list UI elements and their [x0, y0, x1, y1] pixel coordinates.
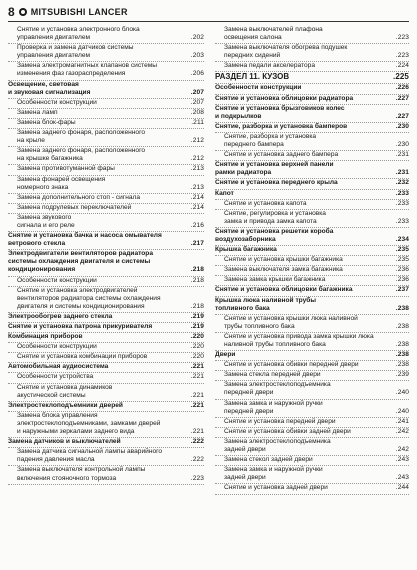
toc-entry-title: Двери	[215, 351, 236, 359]
toc-entry-page: .211	[191, 118, 204, 126]
toc-entry-page: .221	[190, 401, 204, 409]
toc-right-column	[215, 26, 409, 495]
toc-entry-title: Замена замка и наружной ручки передней двери	[224, 399, 323, 415]
toc-entry[interactable]	[215, 484, 409, 494]
toc-entry[interactable]	[215, 297, 409, 315]
toc-entry-page: .221	[190, 428, 204, 436]
toc-entry-page: .240	[395, 407, 409, 415]
toc-entry[interactable]	[8, 277, 204, 287]
toc-entry-title: Снятие и установка электродвигателей вентиляторов радиатора системы охлаждения двигателя и системы кондиционирования	[17, 286, 161, 310]
toc-entry-title: Электродвигатели вентиляторов радиатора системы охлаждения двигателя и системы кондиционирования	[8, 250, 153, 274]
toc-entry-page: .220	[190, 353, 204, 361]
toc-entry-page: .217	[190, 240, 204, 248]
toc-entry[interactable]	[215, 418, 409, 428]
toc-entry-title: Замена фонарей освещения номерного знака	[17, 175, 106, 191]
toc-entry-title: Замена выключателя обогрева подушек передних сидений	[224, 44, 348, 60]
toc-entry-page: .221	[190, 373, 204, 381]
toc-entry[interactable]	[8, 250, 204, 276]
brand-title: MITSUBISHI LANCER	[30, 7, 128, 17]
toc-entry-title: Замена выключателей плафона освещения салона	[224, 26, 323, 42]
toc-entry[interactable]	[215, 179, 409, 189]
toc-entry[interactable]	[215, 133, 409, 151]
toc-entry-page: .207	[190, 88, 204, 96]
toc-entry[interactable]	[8, 448, 204, 466]
toc-entry-page: .238	[395, 341, 409, 348]
brand-logo-icon	[19, 8, 27, 16]
toc-entry[interactable]	[8, 343, 204, 353]
toc-entry[interactable]	[8, 119, 204, 129]
toc-entry-title: Замена блока управления электростеклоподъемниками, замками дверей и наружными зеркалами заднего вида	[17, 411, 161, 436]
toc-entry-page: .206	[190, 70, 204, 78]
toc-entry-page: .218	[190, 302, 204, 310]
toc-entry-title: Снятие и установка привода замка крышки люка наливной трубы топливного бака	[224, 332, 374, 348]
toc-entry[interactable]	[8, 44, 204, 62]
toc-entry-page: .218	[190, 276, 204, 284]
toc-entry-page: .221	[190, 363, 204, 371]
toc-entry[interactable]	[215, 161, 409, 179]
toc-entry-title: Снятие и установка заднего бампера	[224, 151, 339, 159]
toc-entry-page: .226	[395, 84, 409, 92]
toc-entry-title: Освещение, световая и звуковая сигнализация	[8, 80, 91, 96]
toc-entry-title: Замена стекол задней двери	[224, 456, 313, 464]
toc-entry[interactable]	[215, 228, 409, 246]
toc-entry[interactable]	[215, 381, 409, 399]
toc-entry-page: .223	[395, 52, 409, 60]
toc-entry-title: Снятие и установка верхней панели рамки радиатора	[215, 161, 334, 177]
toc-entry[interactable]	[8, 323, 204, 333]
toc-entry[interactable]	[8, 353, 204, 363]
toc-entry-title: Замена электростеклоподъемника передней двери	[224, 381, 331, 397]
toc-entry[interactable]	[215, 456, 409, 466]
toc-entry-page: .208	[190, 108, 204, 116]
toc-entry-title: Электрообогрев заднего стекла	[8, 312, 113, 320]
toc-entry-title: Снятие и установка брызговиков колес и подкрылков	[215, 104, 345, 120]
toc-entry-title: Замена датчика сигнальной лампы аварийного падения давления масла	[17, 448, 163, 464]
toc-entry-page: .234	[395, 235, 409, 243]
toc-entry-title: Снятие и установка обивки передней двери	[224, 361, 359, 369]
toc-entry-page: .220	[190, 343, 204, 351]
toc-entry-page: .227	[395, 112, 409, 120]
toc-entry[interactable]	[215, 151, 409, 161]
toc-entry-title: Замена электромагнитных клапанов системы изменения фаз газораспределения	[17, 62, 158, 78]
toc-entry-title: Замена заднего фонаря, расположенного на крышке багажника	[17, 147, 146, 163]
toc-entry[interactable]	[215, 210, 409, 228]
toc-entry[interactable]	[215, 105, 409, 123]
toc-entry-title: Капот	[215, 189, 234, 197]
toc-entry[interactable]	[215, 72, 409, 84]
toc-entry-title: Особенности конструкции	[215, 84, 302, 92]
page-header	[8, 5, 128, 19]
toc-entry-title: Снятие и установка электронного блока управления двигателем	[17, 26, 140, 42]
toc-entry[interactable]	[215, 256, 409, 266]
toc-entry[interactable]	[8, 466, 204, 484]
toc-entry-title: Замена ламп	[17, 108, 58, 116]
toc-entry[interactable]	[215, 438, 409, 456]
toc-entry-page: .233	[395, 189, 409, 197]
toc-entry-title: Электростеклоподъемники дверей	[8, 401, 123, 409]
toc-entry-title: Проверка и замена датчиков системы управления двигателем	[17, 44, 134, 60]
toc-entry[interactable]	[215, 200, 409, 210]
toc-entry-title: Снятие, разборка и установка бамперов	[215, 122, 348, 130]
toc-entry[interactable]	[215, 190, 409, 200]
toc-entry[interactable]	[215, 84, 409, 94]
toc-entry[interactable]	[215, 286, 409, 296]
toc-entry-page: .202	[190, 34, 204, 42]
toc-entry-title: Крышка люка наливной трубы топливного бака	[215, 296, 316, 312]
toc-entry-title: Замена выключателя контрольной лампы включения стояночного тормоза	[17, 466, 146, 482]
toc-entry-title: Замена замка крышки багажника	[224, 276, 326, 284]
toc-entry-page: .219	[190, 323, 204, 330]
toc-entry[interactable]	[8, 333, 204, 343]
toc-entry-title: Снятие и установка облицовки багажника	[215, 286, 353, 294]
toc-entry-page: .213	[190, 183, 204, 191]
toc-entry-page: .219	[190, 312, 204, 320]
toc-entry-page: .218	[190, 266, 204, 274]
toc-entry-title: Снятие и установка облицовки радиатора	[215, 94, 354, 102]
toc-entry-page: .231	[395, 169, 409, 177]
toc-entry-page: .214	[190, 193, 204, 201]
toc-entry[interactable]	[215, 333, 409, 351]
toc-entry-page: .203	[190, 52, 204, 60]
toc-entry-title: Замена датчиков и выключателей	[8, 438, 121, 446]
toc-entry-title: Снятие и установка крышки багажника	[224, 256, 343, 264]
toc-entry-page: .230	[395, 122, 409, 130]
toc-entry-page: .212	[190, 137, 204, 145]
toc-entry-title: Снятие и установка переднего крыла	[215, 179, 338, 187]
toc-entry[interactable]	[215, 400, 409, 418]
toc-entry[interactable]	[215, 276, 409, 286]
toc-entry[interactable]	[8, 109, 204, 119]
toc-entry-page: .214	[190, 203, 204, 211]
toc-entry-title: Снятие и установка капота	[224, 199, 307, 207]
toc-entry-title: Замена дополнительного стоп - сигнала	[17, 193, 141, 201]
toc-entry-title: Снятие и установка обивки задней двери	[224, 427, 351, 435]
toc-entry-page: .232	[395, 179, 409, 187]
toc-entry-title: Комбинация приборов	[8, 333, 83, 341]
toc-entry-title: Особенности конструкции	[17, 343, 97, 351]
toc-entry-page: .242	[395, 446, 409, 454]
toc-entry-title: Замена подрулевых переключателей	[17, 203, 132, 211]
toc-entry-title: Особенности конструкции	[17, 98, 97, 106]
toc-entry[interactable]	[215, 315, 409, 333]
toc-entry-page: .216	[190, 221, 204, 229]
toc-entry[interactable]	[215, 44, 409, 62]
toc-entry-title: Особенности устройства	[17, 373, 94, 381]
toc-entry[interactable]	[8, 176, 204, 194]
toc-entry[interactable]	[8, 287, 204, 313]
toc-entry-title: Замена блок-фары	[17, 118, 76, 126]
toc-entry[interactable]	[215, 246, 409, 256]
toc-entry[interactable]	[8, 26, 204, 44]
toc-entry-title: Снятие и установка бачка и насоса омывателя ветрового стекла	[8, 232, 162, 248]
toc-entry-title: Замена выключателя замка багажника	[224, 266, 343, 274]
toc-entry[interactable]	[215, 428, 409, 438]
toc-entry-page: .238	[395, 361, 409, 369]
toc-entry-page: .238	[395, 351, 409, 359]
toc-entry[interactable]	[8, 62, 204, 80]
toc-entry-page: .230	[395, 141, 409, 149]
toc-entry-title: Замена стекла передней двери	[224, 371, 321, 379]
toc-entry[interactable]	[215, 361, 409, 371]
toc-entry-title: Снятие, регулировка и установка замка и привода замка капота	[224, 209, 326, 225]
toc-entry-title: Крышка багажника	[215, 246, 277, 254]
toc-entry-title: Снятие и установка крышки люка наливной трубы топливного бака	[224, 314, 358, 330]
toc-entry-page: .223	[190, 474, 204, 482]
toc-entry[interactable]	[8, 214, 204, 232]
toc-entry-title: Снятие и установка комбинации приборов	[17, 353, 148, 361]
toc-entry[interactable]	[215, 95, 409, 105]
toc-entry[interactable]	[8, 147, 204, 165]
toc-entry-page: .207	[190, 98, 204, 106]
toc-entry-page: .223	[395, 34, 409, 42]
toc-entry-page: .238	[395, 304, 409, 312]
toc-entry-page: .221	[190, 391, 204, 399]
toc-entry-page: .233	[395, 199, 409, 207]
toc-entry-page: .222	[190, 438, 204, 446]
toc-entry[interactable]	[8, 204, 204, 214]
toc-entry[interactable]	[215, 466, 409, 484]
toc-entry-title: Автомобильная аудиосистема	[8, 363, 109, 371]
toc-entry-page: .233	[395, 217, 409, 225]
toc-entry[interactable]	[8, 384, 204, 402]
toc-entry[interactable]	[8, 438, 204, 448]
header-rule	[8, 21, 409, 22]
toc-entry[interactable]	[215, 26, 409, 44]
page-number: 8	[8, 5, 15, 19]
toc-entry-page: .242	[395, 427, 409, 435]
toc-entry-title: Снятие и установка задней двери	[224, 484, 328, 492]
toc-entry[interactable]	[215, 62, 409, 72]
toc-entry[interactable]	[8, 402, 204, 412]
toc-entry-title: Снятие, разборка и установка переднего бампера	[224, 132, 317, 149]
toc-entry-page: .222	[190, 456, 204, 464]
toc-entry-page: .244	[395, 484, 409, 492]
toc-left-column	[8, 26, 204, 485]
toc-entry-page: .238	[395, 322, 409, 330]
toc-entry-title: РАЗДЕЛ 11. КУЗОВ	[215, 72, 290, 82]
toc-entry[interactable]	[215, 351, 409, 361]
toc-entry-page: .241	[395, 417, 409, 425]
toc-entry-page: .243	[395, 456, 409, 464]
toc-entry-title: Замена замка и наружной ручки задней двери	[224, 466, 323, 482]
toc-entry-page: .239	[395, 371, 409, 379]
toc-entry-title: Снятие и установка динамиков акустической системы	[17, 383, 113, 399]
toc-entry-page: .231	[395, 151, 409, 159]
toc-entry[interactable]	[215, 123, 409, 133]
toc-entry[interactable]	[8, 129, 204, 147]
toc-entry[interactable]	[8, 313, 204, 323]
toc-entry[interactable]	[215, 371, 409, 381]
toc-entry[interactable]	[8, 412, 204, 438]
toc-entry[interactable]	[8, 165, 204, 175]
toc-entry-title: Замена электростеклоподъемника задней двери	[224, 437, 331, 454]
toc-entry-page: .220	[190, 333, 204, 341]
toc-entry[interactable]	[8, 363, 204, 373]
toc-entry-title: Замена педали акселератора	[224, 62, 315, 70]
toc-entry-page: .237	[395, 286, 409, 294]
toc-entry-page: .227	[395, 94, 409, 102]
toc-entry-title: Замена звукового сигнала и его реле	[17, 213, 75, 229]
toc-entry-page: .240	[395, 389, 409, 397]
toc-entry-page: .236	[395, 266, 409, 274]
toc-entry[interactable]	[8, 81, 204, 99]
toc-entry-title: Замена заднего фонаря, расположенного на крыле	[17, 129, 146, 145]
toc-entry-page: .235	[395, 246, 409, 254]
toc-entry[interactable]	[8, 232, 204, 250]
toc-entry-page: .225	[393, 72, 409, 82]
toc-entry-title: Снятие и установка решетки короба воздухозаборника	[215, 227, 334, 243]
toc-entry-page: .224	[395, 62, 409, 70]
toc-entry-title: Снятие и установка патрона прикуривателя	[8, 323, 153, 330]
toc-entry-page: .212	[190, 155, 204, 163]
toc-entry[interactable]	[8, 194, 204, 204]
toc-entry-page: .236	[395, 276, 409, 284]
toc-entry-page: .213	[190, 165, 204, 173]
toc-entry-title: Особенности конструкции	[17, 276, 97, 284]
toc-entry-title: Снятие и установка передней двери	[224, 417, 336, 425]
toc-entry[interactable]	[8, 99, 204, 109]
toc-entry-title: Замена противотуманной фары	[17, 165, 115, 173]
toc-entry-page: .235	[395, 256, 409, 264]
toc-entry-page: .243	[395, 474, 409, 482]
toc-entry[interactable]	[8, 373, 204, 383]
toc-entry[interactable]	[215, 266, 409, 276]
